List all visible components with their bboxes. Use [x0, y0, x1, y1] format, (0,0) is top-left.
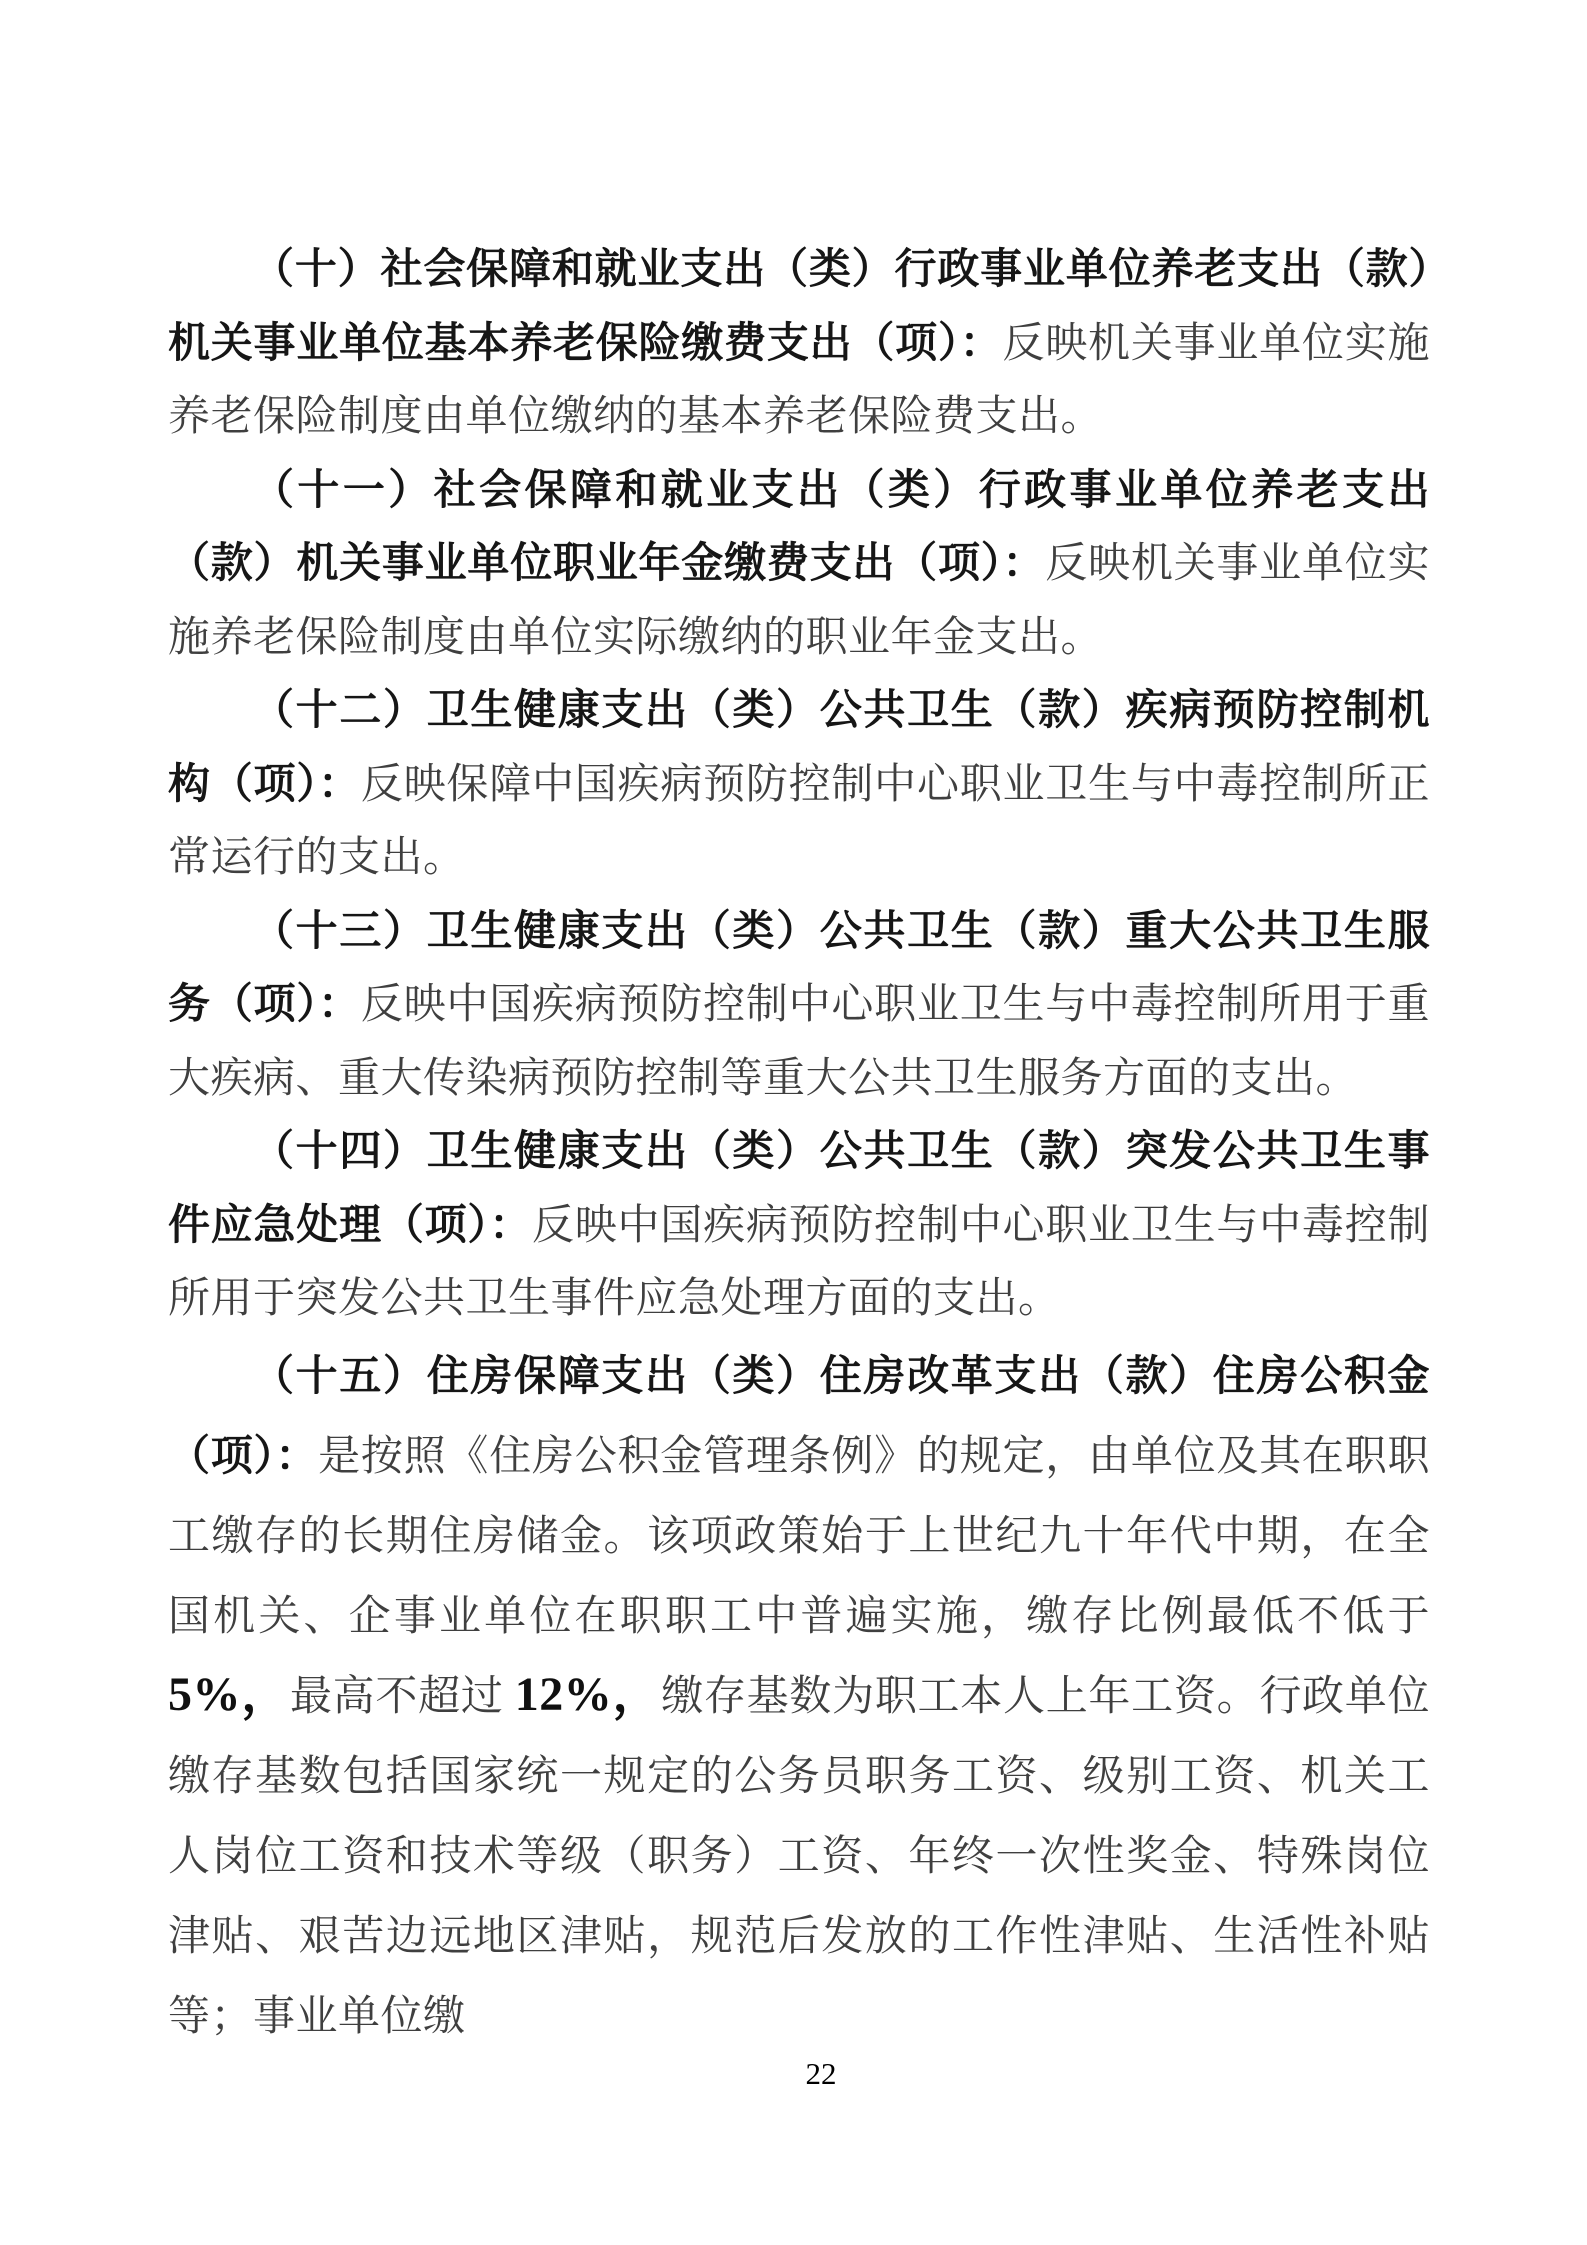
- paragraph-clause-12: [168, 675, 1430, 896]
- document-body: [168, 234, 1430, 2057]
- clause-heading: （十）社会保障和就业支出（类）行政事业单位养老支出（款）机关事业单位基本养老保险缴费支出（项）：: [168, 247, 1430, 367]
- clause-heading: （十一）社会保障和就业支出（类）行政事业单位养老支出（款）机关事业单位职业年金缴费支出（项）：: [168, 467, 1430, 587]
- clause-heading: （十四）卫生健康支出（类）公共卫生（款）突发公共卫生事件应急处理（项）：: [168, 1129, 1430, 1249]
- percentage-figure: 12%，: [514, 1667, 662, 1721]
- page-footer: [168, 2056, 1430, 2092]
- paragraph-clause-14: [168, 1116, 1430, 1337]
- paragraph-clause-11: [168, 455, 1430, 676]
- clause-text: 反映中国疾病预防控制中心职业卫生与中毒控制所用于突发公共卫生事件应急处理方面的支出。: [168, 1202, 1430, 1322]
- clause-text: 是按照《住房公积金管理条例》的规定，由单位及其在职职工缴存的长期住房储金。该项政策始于上世纪九十年代中期，在全国机关、企事业单位在职职工中普遍实施，缴存比例最低不低于: [168, 1433, 1430, 1640]
- clause-heading: （十三）卫生健康支出（类）公共卫生（款）重大公共卫生服务（项）：: [168, 908, 1430, 1028]
- clause-text: 反映中国疾病预防控制中心职业卫生与中毒控制所用于重大疾病、重大传染病预防控制等重大公共卫生服务方面的支出。: [168, 982, 1430, 1102]
- clause-heading: （十五）住房保障支出（类）住房改革支出（款）住房公积金（项）：: [168, 1353, 1430, 1480]
- clause-text: 缴存基数为职工本人上年工资。行政单位缴存基数包括国家统一规定的公务员职务工资、级别工资、机关工人岗位工资和技术等级（职务）工资、年终一次性奖金、特殊岗位津贴、艰苦边远地区津贴，规范后发放的工作性津贴、生活性补贴等；事业单位缴: [168, 1673, 1430, 2040]
- paragraph-clause-10: [168, 234, 1430, 455]
- paragraph-clause-13: [168, 896, 1430, 1117]
- clause-text: 反映机关事业单位实施养老保险制度由单位缴纳的基本养老保险费支出。: [168, 320, 1430, 440]
- clause-text: 最高不超过: [289, 1673, 515, 1720]
- percentage-figure: 5%，: [168, 1667, 290, 1721]
- clause-text: 反映机关事业单位实施养老保险制度由单位实际缴纳的职业年金支出。: [168, 541, 1430, 661]
- clause-text: 反映保障中国疾病预防控制中心职业卫生与中毒控制所正常运行的支出。: [168, 761, 1430, 881]
- paragraph-clause-15: [168, 1337, 1430, 2057]
- clause-heading: （十二）卫生健康支出（类）公共卫生（款）疾病预防控制机构（项）：: [168, 688, 1430, 808]
- page-number: 22: [805, 2056, 837, 2091]
